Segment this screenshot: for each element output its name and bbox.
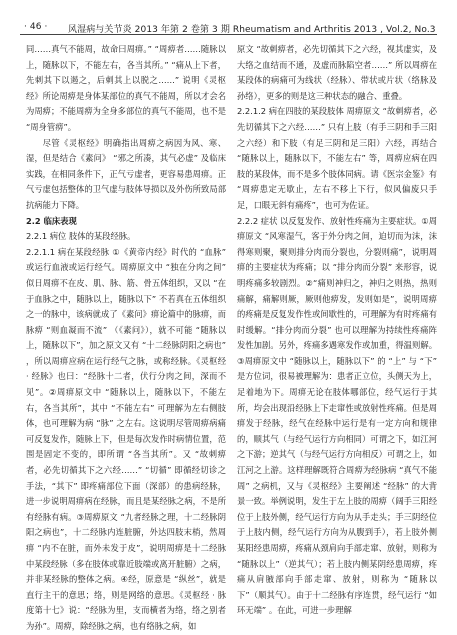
subsection-heading: 2.2.1 病位 肢体的某段经脉。: [26, 231, 136, 242]
page-header: [0, 0, 457, 40]
header-rule: [20, 34, 437, 35]
section-heading: 2.2 临床表现: [26, 215, 77, 226]
paragraph: 尽管《灵枢经》明确指出周痹之病因为风、寒、湿，但是结合《素问》 “邪之所凑，其气必虚” 及临床实践，在相同条件下，正气亏虚者，更容易患周痹。正气亏虚包括整体的卫气虚与肢体导损以及外伤所致局部抗病能力下降。: [26, 137, 226, 210]
paragraph: 同……真气不能周，故命曰周痹。” “周痹者……随脉以上，随脉以下，不能左右，各当其所。” “痛从上下者，先刺其下以遏之，后刺其上以脱之……” 说明《灵枢经》所论周痹是身体某部位的真气不能周，所以才会名为周痹；不能周痹为全身多部位的真气不能周，也不是 “周身管痹”。: [26, 44, 226, 132]
paragraph: 原文 “故刺痹者，必先切循其下之六经，视其虚实，及大络之血结而不通，及虚而脉陷空者……” 所以周痹在某段体的病痛可为线状（经脉）、带状或片状（络脉及孙络），更多的则是这三种状态的融合、重叠。: [237, 44, 437, 101]
running-title: 风湿病与关节炎 2013 年第 2 卷第 3 期 Rheumatism and Arthritis 2013 , Vol.2, No.3: [68, 25, 436, 35]
paragraph: 2.2.1.2 病在四肢的某段肢体 周痹原文 “故刺痹者，必先切循其下之六经……” 只有上肢（有手三阴和手三阳之六经）和下肢（有足三阴和足三阳）六经，再结合 “随脉以上，随脉以下，不能左右” 等，周痹应病在四肢的某段体，而不是多个肢体同病。请《医宗金鉴》有 “周痹患定无歇止，左右不移上下行，似风偏废只手足，口眼无斜有痛疼”，也可为佐证。: [237, 106, 437, 210]
paragraph: 2.2.2 症状 以反复发作、放射性疼痛为主要症状。①周痹原文 “风寒湿气，客于外分肉之间，迫切而为沫，沫得寒则聚，聚则排分肉而分裂也，分裂则痛”，说明周痹的主要症状为疼痛；以 “排分肉而分裂” 来形容，说明疼痛多较剧烈。②“痛则神归之，神归之则热，热则痛解，痛解则厥，厥则他痹发，发则如是”，说明周痹的疼痛是反复发作性或间歇性的，可理解为有时疼痛有时缓解。“排分肉而分裂” 也可以理解为持续性疼痛阵发性加剧。另外，疼痛多遇寒发作或加重，得温则解。③周痹原文中 “随脉以上，随脉以下” 的 “上” 与 “下” 是方位词，很易被理解为：患者正立位，头侧天为上，足着地为下。周痹无论在肢体哪部位，经气运行于其所，均会出现沿经脉上下走窜性或放射性疼痛。但是周痹发于经脉，经气在经脉中运行是有一定方向和规律的，顺其气（与经气运行方向相同）可谓之下，如江河之下游；逆其气（与经气运行方向相反）可谓之上，如江河之上游。这样理解既符合周痹为经脉病 “真气不能周” 之病机，又与《灵枢经》主要阐述 “经脉” 的大背景一致。举例说明，发生于左上肢的周痹（阔手三阳经位于上肢外侧，经气运行方向为从手走头；手三阴经位于上肢内侧，经气运行方向为从腹到手），若上肢外侧某阳经患周痹，疼痛从颈肩向手部走窜、放射，则称为 “随脉以上”（逆其气）；若上肢内侧某阴经患周痹，疼痛从肩腋部向手部走窜、放射，则称为 “随脉以下”（顺其气）。由于十二经脉有序连贯，经气运行 “如环无端” 。在此，可进一步理解: [237, 215, 437, 616]
right-column: [237, 42, 437, 619]
paragraph: 2.2.1.1 病在某段经脉 ①《黄帝内经》时代的 “血脉” 或运行血液或运行经气。周痹原文中 “独在分肉之间” 似日周痹不在皮、肌、脉、筋、骨五体组织，又以 “在于血脉之中，随脉以上，随脉以下” 不若真在五体组织之一的脉中，该病就成了《素问》痹论篇中的脉痹，而脉痹 “则血凝而不流” （《素问》），就不可能 “随脉以上，随脉以下”，加之原文又有 “十二经脉阴阳之病也” ，所以周痹应病在运行经气之脉，或称经脉。《灵枢经 · 经脉》也曰：“经脉十二者，伏行分肉之间，深而不见”。②周痹原文中 “随脉以上，随脉以下，不能左右，各当其所”，其中 “不能左右” 可理解为左右侧肢体，也可理解为病 “脉” 之左右。这说明尽管周痹病痛可反复发作，随脉上下，但是每次发作时病情位置，范围是固定不变的，即所谓 “各当其所”。又 “故刺痹者，必先切循其下之六经……” “切循” 即循经切诊之手法，“其下” 即疼痛部位下面（深部）的患病经脉，进一步说明周痹病在经脉，而且是某经脉之病，不是所有经脉有病。③周痹原文 “九者经脉之理，十二经脉阴阳之病也”，十二经脉内连脏腑，外达四肢末梢，然周痹 “内不在脏，而外未发于皮”，说明周痹是十二经脉中某段经脉（多在肢体或靠近肢端或离开脏腑）之病，并非某经脉的整体之病。④经，原意是 “纵丝”，就是直行主干的意思；络，则是网络的意思。《灵枢经 · 脉度第十七》说：“经脉为里，支而横者为络，络之别者为孙”。周痹，除经脉之病，也有络脉之病，如: [26, 246, 226, 631]
page-number: · 46 ·: [24, 22, 48, 32]
left-column: [26, 42, 226, 635]
